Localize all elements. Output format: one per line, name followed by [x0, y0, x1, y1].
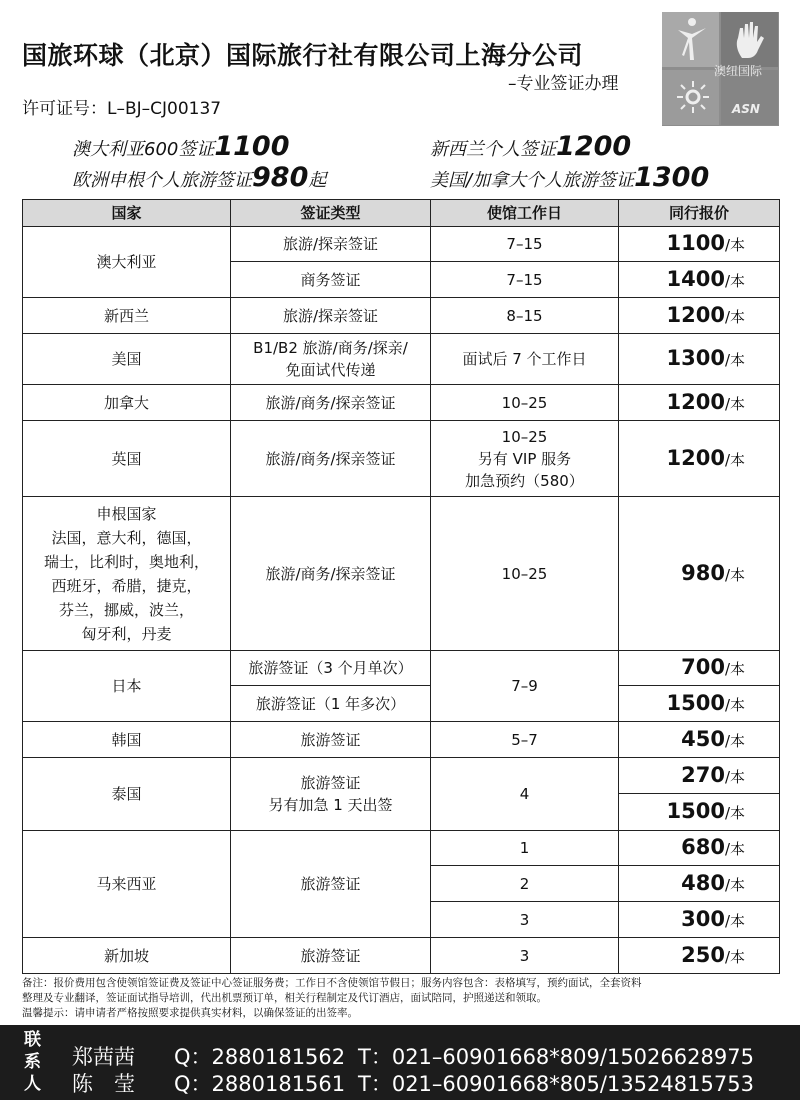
price-unit: /本	[724, 767, 745, 786]
table-row	[23, 722, 780, 758]
days-cell: 10–25	[431, 385, 619, 421]
contact-bar	[0, 1025, 800, 1100]
price-cell	[619, 334, 780, 385]
price-unit: /本	[724, 695, 745, 714]
table-header-row	[23, 200, 780, 227]
promo-price: 1300	[634, 162, 710, 193]
promo-price: 1100	[214, 131, 290, 162]
visa-type-cell: 旅游/探亲签证	[231, 298, 431, 334]
price-value: 300	[681, 906, 725, 931]
price-cell	[619, 497, 780, 651]
price-cell	[619, 651, 780, 686]
visa-type-line: B1/B2 旅游/商务/探亲/	[253, 339, 408, 357]
days-cell: 3	[431, 902, 619, 938]
visa-type-cell: 旅游签证（1 年多次）	[231, 686, 431, 722]
days-cell: 3	[431, 938, 619, 974]
header-visa-type: 签证类型	[231, 200, 431, 227]
company-logo	[662, 12, 779, 126]
price-value: 1100	[666, 231, 725, 255]
price-cell	[619, 722, 780, 758]
days-cell: 7–15	[431, 262, 619, 298]
price-value: 1200	[666, 302, 725, 327]
visa-type-line: 旅游签证	[300, 774, 361, 792]
table-row	[23, 497, 780, 651]
price-cell	[619, 938, 780, 974]
country-cell: 新加坡	[23, 938, 231, 974]
days-line: 另有 VIP 服务	[477, 449, 572, 468]
promo-label: 澳大利亚600签证	[72, 139, 215, 160]
table-row	[23, 298, 780, 334]
country-cell: 韩国	[23, 722, 231, 758]
price-value: 1400	[666, 266, 725, 291]
days-cell: 7–15	[431, 227, 619, 262]
visa-type-cell: 旅游/商务/探亲签证	[231, 385, 431, 421]
price-unit: /本	[724, 307, 745, 326]
table-row	[23, 938, 780, 974]
table-row	[23, 651, 780, 686]
country-line: 匈牙利，丹麦	[81, 624, 172, 643]
price-cell	[619, 831, 780, 866]
price-unit: /本	[724, 875, 745, 894]
price-cell	[619, 902, 780, 938]
table-row	[23, 421, 780, 497]
visa-type-cell: 旅游签证	[231, 722, 431, 758]
country-cell: 加拿大	[23, 385, 231, 421]
sun-icon	[676, 80, 710, 114]
note-line: 备注：报价费用包含使领馆签证费及签证中心签证服务费；工作日不含使领馆节假日；服务内容包含：表格填写，预约面试，全套资料	[22, 977, 642, 989]
price-unit: /本	[724, 660, 745, 678]
price-unit: /本	[724, 840, 745, 858]
days-line: 加急预约（580）	[465, 471, 584, 490]
days-cell: 2	[431, 866, 619, 902]
days-cell	[431, 421, 619, 497]
visa-type-cell	[231, 758, 431, 831]
notes	[22, 976, 782, 1021]
table-row	[23, 334, 780, 385]
price-unit: /本	[724, 450, 745, 469]
company-title: 国旅环球（北京）国际旅行社有限公司上海分公司	[22, 41, 584, 70]
contact-name: 郑茜茜	[72, 1045, 135, 1069]
price-unit: /本	[724, 565, 745, 584]
contact-tel: T：021–60901668*809/15026628975	[358, 1045, 754, 1069]
days-cell: 7–9	[431, 651, 619, 722]
visa-type-cell: 旅游签证（3 个月单次）	[231, 651, 431, 686]
country-cell: 英国	[23, 421, 231, 497]
contact-label: 联系人	[24, 1030, 41, 1094]
visa-type-cell: 旅游/商务/探亲签证	[231, 497, 431, 651]
country-line: 申根国家	[96, 504, 157, 523]
days-line: 10–25	[501, 427, 548, 446]
table-row	[23, 227, 780, 262]
price-value: 1200	[666, 445, 725, 470]
price-cell	[619, 686, 780, 722]
price-value: 450	[681, 726, 725, 751]
price-unit: /本	[724, 394, 745, 413]
price-cell	[619, 758, 780, 794]
promo-newzealand	[430, 131, 631, 162]
price-value: 480	[681, 870, 725, 895]
price-cell	[619, 866, 780, 902]
price-cell	[619, 262, 780, 298]
country-cell: 马来西亚	[23, 831, 231, 938]
logo-abbr: ASN	[732, 102, 760, 116]
promo-price: 980	[252, 162, 309, 193]
country-line: 西班牙，希腊，捷克，	[51, 576, 202, 595]
country-cell: 日本	[23, 651, 231, 722]
contact-qq: Q：2880181561	[174, 1072, 346, 1096]
country-cell: 泰国	[23, 758, 231, 831]
promo-label: 新西兰个人签证	[430, 139, 556, 160]
visa-type-cell: 商务签证	[231, 262, 431, 298]
country-cell: 澳大利亚	[23, 227, 231, 298]
visa-type-line: 免面试代传递	[285, 361, 376, 379]
price-value: 250	[681, 942, 725, 967]
price-value: 980	[681, 560, 725, 585]
days-cell: 4	[431, 758, 619, 831]
visa-type-line: 另有加急 1 天出签	[268, 796, 393, 814]
contact-name: 陈 莹	[72, 1072, 135, 1096]
price-value: 270	[681, 762, 725, 787]
visa-type-cell: 旅游/商务/探亲签证	[231, 421, 431, 497]
price-value: 1200	[666, 389, 725, 414]
price-cell	[619, 794, 780, 831]
promo-schengen	[72, 162, 326, 193]
subtitle: –专业签证办理	[508, 74, 619, 94]
country-cell	[23, 497, 231, 651]
days-cell: 面试后 7 个工作日	[431, 334, 619, 385]
price-cell	[619, 227, 780, 262]
header-working-days: 使馆工作日	[431, 200, 619, 227]
note-line: 温馨提示：请申请者严格按照要求提供真实材料，以确保签证的出签率。	[22, 1007, 358, 1019]
days-cell: 5–7	[431, 722, 619, 758]
promo-label: 欧洲申根个人旅游签证	[72, 170, 252, 191]
promo-suffix: 起	[308, 170, 327, 191]
license-number: 许可证号：L–BJ–CJ00137	[22, 99, 222, 119]
days-cell: 1	[431, 831, 619, 866]
price-unit: /本	[724, 351, 745, 369]
promo-us-canada	[430, 162, 709, 193]
price-cell	[619, 421, 780, 497]
days-cell: 8–15	[431, 298, 619, 334]
visa-price-table	[22, 199, 780, 974]
note-line: 整理及专业翻译，签证面试指导培训，代出机票预订单，相关行程制定及代订酒店，面试陪同，护照递送和领取。	[22, 992, 547, 1004]
country-line: 法国，意大利，德国，	[51, 528, 202, 547]
price-value: 1500	[666, 799, 725, 823]
promo-australia	[72, 131, 290, 162]
visa-type-cell: 旅游签证	[231, 831, 431, 938]
price-cell	[619, 298, 780, 334]
price-unit: /本	[724, 236, 745, 254]
header-country: 国家	[23, 200, 231, 227]
price-value: 1300	[666, 346, 725, 370]
price-value: 680	[681, 835, 725, 859]
price-unit: /本	[724, 731, 745, 750]
contact-tel: T：021–60901668*805/13524815753	[358, 1072, 754, 1096]
visa-type-cell: 旅游/探亲签证	[231, 227, 431, 262]
price-unit: /本	[724, 947, 745, 966]
visa-type-cell: 旅游签证	[231, 938, 431, 974]
table-row	[23, 831, 780, 866]
person-icon	[676, 16, 708, 62]
table-row	[23, 385, 780, 421]
table-row	[23, 758, 780, 794]
price-unit: /本	[724, 271, 745, 290]
price-value: 700	[681, 655, 725, 679]
country-line: 瑞士，比利时，奥地利，	[43, 552, 209, 571]
visa-type-cell	[231, 334, 431, 385]
header-price: 同行报价	[619, 200, 780, 227]
country-cell: 美国	[23, 334, 231, 385]
country-line: 芬兰，挪威，波兰，	[58, 600, 194, 619]
country-cell: 新西兰	[23, 298, 231, 334]
price-unit: /本	[724, 804, 745, 822]
promo-price: 1200	[556, 131, 632, 162]
contact-qq: Q：2880181562	[174, 1045, 346, 1069]
price-value: 1500	[666, 690, 725, 715]
price-cell	[619, 385, 780, 421]
days-cell: 10–25	[431, 497, 619, 651]
logo-text: 澳纽国际	[714, 64, 763, 78]
hand-icon	[734, 20, 766, 60]
price-unit: /本	[724, 911, 745, 930]
promo-label: 美国/加拿大个人旅游签证	[430, 170, 635, 191]
